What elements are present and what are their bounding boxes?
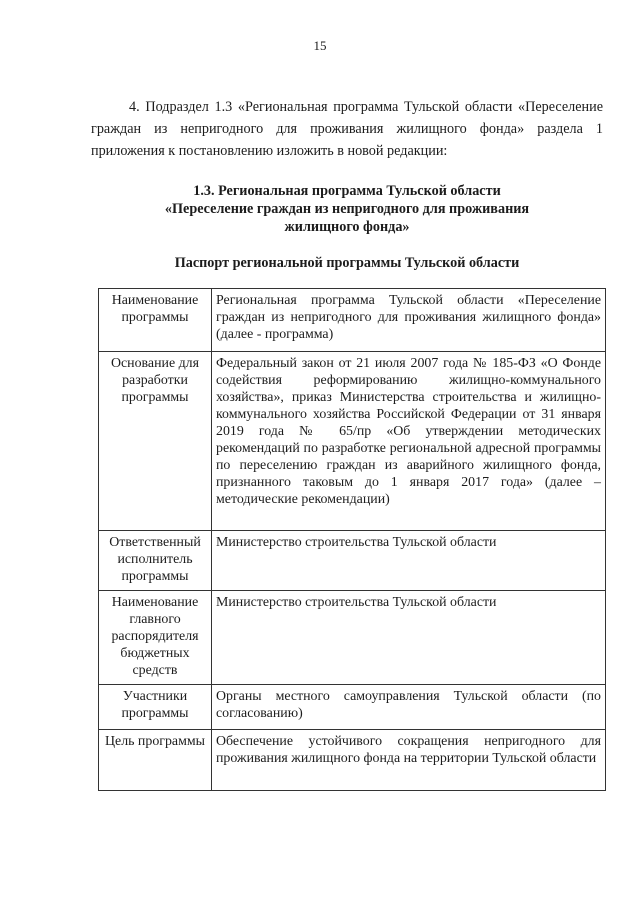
table-row <box>99 591 606 685</box>
section-heading-line-3: жилищного фонда» <box>284 219 410 235</box>
row-value: Органы местного самоуправления Тульской области (по согласованию) <box>212 685 606 730</box>
table-row <box>99 531 606 591</box>
row-value: Обеспечение устойчивого сокращения непригодного для проживания жилищного фонда на территории Тульской области <box>212 730 606 791</box>
table-row <box>99 289 606 352</box>
row-label: Участники программы <box>99 685 212 730</box>
section-heading-line-1: 1.3. Региональная программа Тульской области <box>193 183 501 199</box>
row-label: Наименование главного распорядителя бюджетных средств <box>99 591 212 685</box>
section-heading-line-2: «Переселение граждан из непригодного для проживания <box>164 201 530 217</box>
table-row <box>99 730 606 791</box>
row-value: Региональная программа Тульской области «Переселение граждан из непригодного для проживания жилищного фонда» (далее - программа) <box>212 289 606 352</box>
passport-title: Паспорт региональной программы Тульской области <box>174 255 520 271</box>
row-label: Наименование программы <box>99 289 212 352</box>
row-label: Ответственный исполнитель программы <box>99 531 212 591</box>
row-value: Федеральный закон от 21 июля 2007 года № 185-ФЗ «О Фонде содействия реформированию жилищно-коммунального хозяйства», приказ Министерства строительства и жилищно-коммунального хозяйства Российской Федерации от 31 января 2019 года № 65/пр «Об утверждении методических рекомендаций по разработке региональной адресной программы по переселению граждан из аварийного жилищного фонда, признанного таковым до 1 января 2017 года» (далее – методические рекомендации) <box>212 352 606 531</box>
row-value: Министерство строительства Тульской области <box>212 531 606 591</box>
section-heading <box>91 182 603 236</box>
row-label: Цель программы <box>99 730 212 791</box>
passport-table <box>98 288 606 791</box>
table-row <box>99 352 606 531</box>
page-number: 15 <box>313 38 327 53</box>
table-row <box>99 685 606 730</box>
intro-paragraph: 4. Подраздел 1.3 «Региональная программа Тульской области «Переселение граждан из непригодного для проживания жилищного фонда» раздела 1 приложения к постановлению изложить в новой редакции: <box>91 99 603 159</box>
row-value: Министерство строительства Тульской области <box>212 591 606 685</box>
row-label: Основание для разработки программы <box>99 352 212 531</box>
